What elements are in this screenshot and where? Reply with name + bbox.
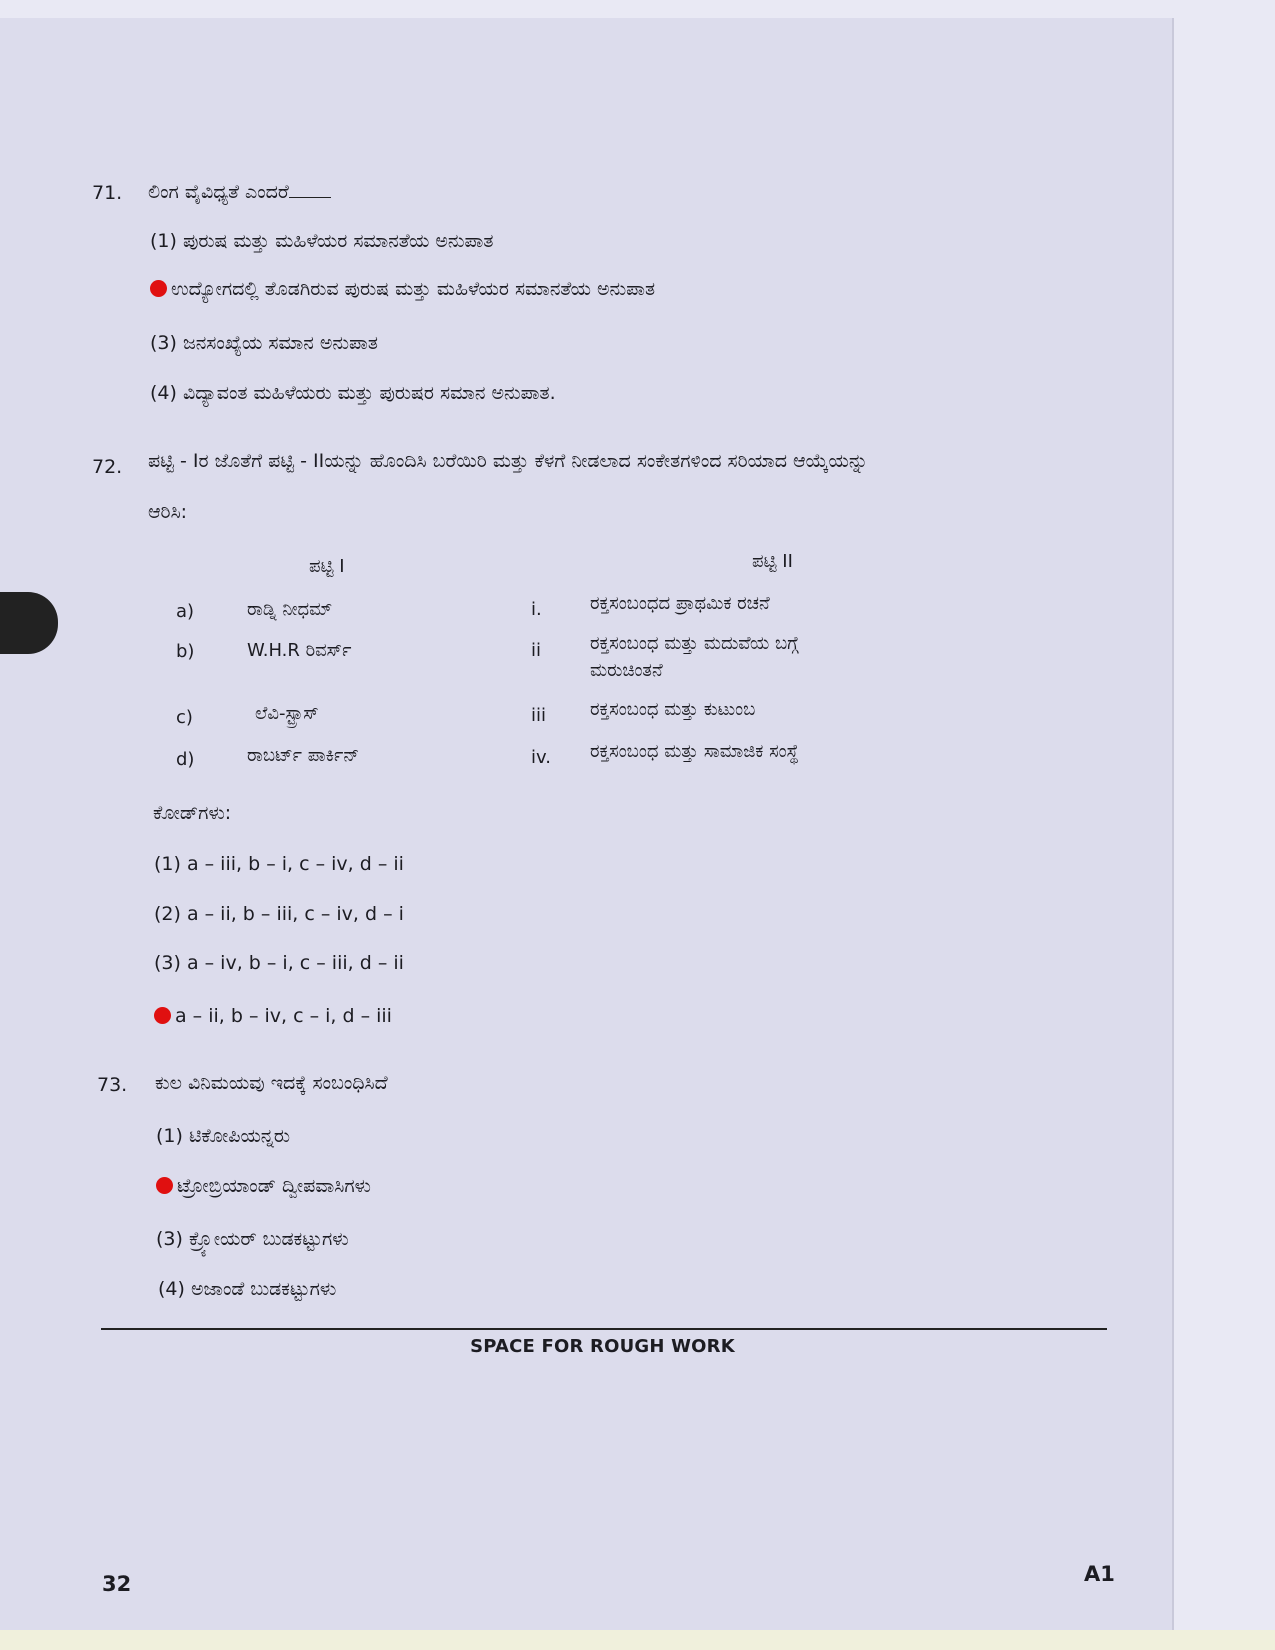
page-number: 32 [102, 1572, 132, 1596]
q71-option-3[interactable]: (3) ಜನಸಂಖ್ಯೆಯ ಸಮಾನ ಅನುಪಾತ [150, 332, 378, 354]
question-72-number: 72. [92, 456, 123, 478]
list-1-value: ರಾಬರ್ಟ್ ಪಾರ್ಕಿನ್ [247, 745, 360, 766]
rough-work-divider [101, 1328, 1107, 1330]
list-2-key: i. [531, 599, 542, 620]
scan-edge [0, 1630, 1275, 1650]
list-1-key: d) [176, 749, 195, 770]
list-1-value: W.H.R ರಿವರ್ಸ್ [247, 640, 352, 661]
list-2-key: iii [531, 705, 547, 726]
booklet-code: A1 [1084, 1562, 1115, 1586]
list-1-key: c) [176, 707, 193, 728]
q72-option-3[interactable]: (3) a – iv, b – i, c – iii, d – ii [154, 952, 404, 974]
list-2-value: ರಕ್ತಸಂಬಂಧದ ಪ್ರಾಥಮಿಕ ರಚನೆ [590, 593, 770, 614]
q73-option-3[interactable]: (3) ಕ್ರ್ಯೋಯರ್ ಬುಡಕಟ್ಟುಗಳು [156, 1228, 349, 1250]
q71-option-4[interactable]: (4) ವಿದ್ಯಾವಂತ ಮಹಿಳೆಯರು ಮತ್ತು ಪುರುಷರ ಸಮಾನ ಅನುಪಾತ. [150, 382, 556, 404]
list-1-key: a) [176, 601, 195, 622]
question-73-number: 73. [97, 1074, 128, 1096]
q72-option-4-marked[interactable]: a – ii, b – iv, c – i, d – iii [154, 1004, 392, 1028]
list-2-value: ರಕ್ತಸಂಬಂಧ ಮತ್ತು ಕುಟುಂಬ [590, 699, 756, 720]
list-1-key: b) [176, 641, 195, 662]
list-2-value-cont: ಮರುಚಿಂತನೆ [590, 660, 663, 681]
q71-option-2-marked[interactable]: ಉದ್ಯೋಗದಲ್ಲಿ ತೊಡಗಿರುವ ಪುರುಷ ಮತ್ತು ಮಹಿಳೆಯರ ಸಮಾನತೆಯ ಅನುಪಾತ [150, 277, 655, 301]
question-71-number: 71. [92, 182, 123, 204]
list-1-value: ಲೆವಿ-ಸ್ಟ್ರಾಸ್ [255, 703, 319, 724]
question-72-text-cont: ಆರಿಸಿ: [148, 501, 188, 523]
answer-mark-icon [156, 1177, 173, 1194]
question-73-text: ಕುಲ ವಿನಿಮಯವು ಇದಕ್ಕೆ ಸಂಬಂಧಿಸಿದೆ [155, 1072, 388, 1094]
answer-mark-icon [150, 280, 167, 297]
question-71-text: ಲಿಂಗ ವೈವಿಧ್ಯತೆ ಎಂದರೆ [148, 180, 331, 204]
q73-option-4[interactable]: (4) ಅಜಾಂಡೆ ಬುಡಕಟ್ಟುಗಳು [158, 1278, 337, 1300]
list-1-value: ರಾಡ್ನಿ ನೀಧಮ್ [247, 599, 333, 620]
codes-label: ಕೋಡ್‌ಗಳು: [153, 802, 232, 824]
question-72-text: ಪಟ್ಟಿ - Iರ ಜೊತೆಗೆ ಪಟ್ಟಿ - IIಯನ್ನು ಹೊಂದಿಸಿ ಬರೆಯಿರಿ ಮತ್ತು ಕೆಳಗೆ ನೀಡಲಾದ ಸಂಕೇತಗಳಿಂದ ಸರಿಯಾದ ಆಯ್ಕೆಯನ್ನು [148, 450, 869, 472]
list-1-heading: ಪಟ್ಟಿ I [309, 556, 345, 577]
q72-option-1[interactable]: (1) a – iii, b – i, c – iv, d – ii [154, 853, 404, 875]
q72-option-2[interactable]: (2) a – ii, b – iii, c – iv, d – i [154, 903, 404, 925]
q73-option-1[interactable]: (1) ಟಿಕೋಪಿಯನ್ನರು [156, 1125, 291, 1147]
list-2-value: ರಕ್ತಸಂಬಂಧ ಮತ್ತು ಸಾಮಾಜಿಕ ಸಂಸ್ಥೆ [590, 741, 799, 762]
list-2-key: ii [531, 640, 542, 661]
q73-option-2-marked[interactable]: ಟ್ರೋಬ್ರಿಯಾಂಡ್ ದ್ವೀಪವಾಸಿಗಳು [156, 1174, 371, 1198]
answer-mark-icon [154, 1007, 171, 1024]
list-2-heading: ಪಟ್ಟಿ II [752, 551, 793, 572]
list-2-value: ರಕ್ತಸಂಬಂಧ ಮತ್ತು ಮದುವೆಯ ಬಗ್ಗೆ [590, 633, 799, 654]
q71-option-1[interactable]: (1) ಪುರುಷ ಮತ್ತು ಮಹಿಳೆಯರ ಸಮಾನತೆಯ ಅನುಪಾತ [150, 230, 494, 252]
answer-blank [289, 181, 331, 198]
page-tab-marker [0, 592, 58, 654]
list-2-key: iv. [531, 747, 551, 768]
rough-work-label: SPACE FOR ROUGH WORK [470, 1336, 735, 1357]
